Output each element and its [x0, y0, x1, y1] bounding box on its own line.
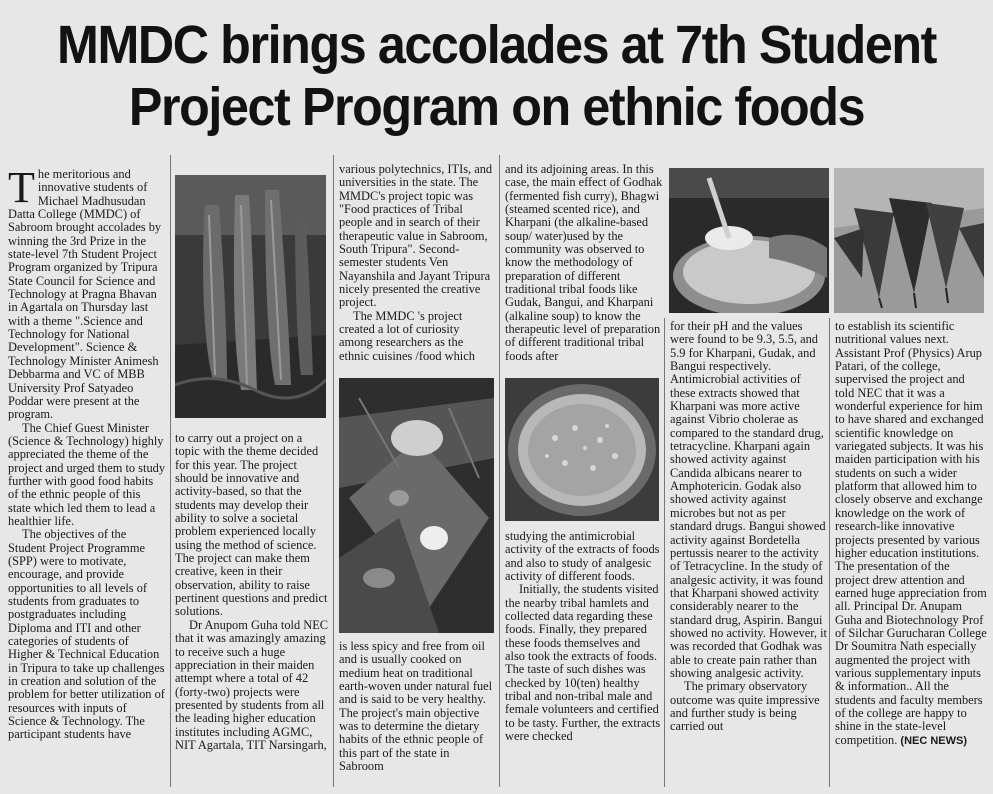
article-column-2: [175, 432, 329, 786]
rice-plate-photo: [505, 378, 659, 521]
article-column-6: [835, 320, 987, 790]
headline-line-1: MMDC brings accolades at 7th Student: [57, 15, 936, 75]
paragraph: studying the antimicrobial activity of the extracts of foods and also to study of analgesic activity of different foods.: [505, 530, 660, 584]
paragraph: Initially, the students visited the nearby tribal hamlets and collected data regarding these foods. Finally, they prepared these foods themselves and also took the extracts of foods. The taste of such dishes was checked by 10(ten) healthy tribal and non-tribal male and female volunteers and certified to be tasty. Further, the extracts were checked: [505, 582, 661, 744]
article-column-3-top: [339, 163, 496, 373]
paragraph: The primary observatory outcome was quite impressive and further study is being carried out: [670, 679, 820, 734]
bowl-photo: [669, 168, 829, 313]
column-rule: [333, 155, 334, 787]
leaf-platter-photo: [339, 378, 494, 633]
paragraph: The MMDC 's project created a lot of curiosity among researchers as the ethnic cuisines /food which: [339, 308, 475, 363]
bamboo-shoots-photo: [175, 175, 326, 418]
column-rule: [664, 318, 665, 787]
article-column-4-bottom: [505, 530, 663, 786]
paragraph: for their pH and the values were found to be 9.3, 5.5, and 5.9 for Kharpani, Gudak, and Bangui respectively. Antimicrobial activities of these extracts showed that Kharpani was more active against Vibrio cholerae as compared to the standard drug, tetracycline. Kharpani again showed activity against Candida albicans nearer to Amphotericin. Godak also showed activity against microbes but not as per standard drugs. Bangui showed activity against Bordetella pertussis nearer to the activity of Tetracycline. In the study of analgesic activity, it was found that Kharpani showed activity considerably nearer to the standard drug, Aspirin. Bangui showed no activity. However, it was recorded that Godhak was able to create pain rather than showing analgesic activity.: [670, 320, 827, 680]
paragraph: The Chief Guest Minister (Science & Technology) highly appreciated the theme of the project and urged them to study further with good food habits of the ethnic people of this state which led them to lead a healthier life.: [8, 420, 166, 528]
paragraph: to carry out a project on a topic with the theme decided for this year. The project should be innovative and activity-based, so that the students may develop their ability to solve a societal problem experienced locally using the method of science. The project can make them creative, keen in their observation, ability to raise pertinent questions and predict solutions.: [175, 432, 328, 619]
paragraph: Dr Anupom Guha told NEC that it was amazingly amazing to receive such a huge appreciation in their maiden attempt where a total of 42 (forty-two) projects were presented by students from all the leading higher education institutes including AGMC, NIT Agartala, TIT Narsingarh,: [175, 617, 329, 752]
column-rule: [829, 318, 830, 787]
news-credit: (NEC NEWS): [900, 734, 968, 747]
paragraph: to establish its scientific nutritional values next. Assistant Prof (Physics) Arup Patari, of the college, supervised the project and told NEC that it was a wonderful experience for him to have shared and exchanged scientific knowledge on variegated subjects. It was his maiden participation with his students on such a wider platform that allowed him to closely observe and exchange knowledge on the work of research-like innovative projects presented by various higher education institutions. The presentation of the project drew attention and earned huge appreciation from all. Principal Dr. Anupam Guha and Biotechnology Prof of Silchar Gurucharan College Dr Soumitra Nath especially augmented the project with various supplementary inputs & information.. All the students and faculty members of the college are happy to shine in the state-level competition.: [835, 320, 987, 747]
article-column-1: [8, 168, 166, 786]
article-column-3-bottom: [339, 640, 496, 786]
paragraph: is less spicy and free from oil and is usually cooked on medium heat on traditional earth-woven under natural fuel and is said to be very healthy. The project's main objective was to determine the dietary habits of the ethnic people of this part of the state in Sabroom: [339, 640, 493, 774]
paragraph: The objectives of the Student Project Programme (SPP) were to motivate, encourage, and provide opportunities to all levels of students from graduates to postgraduates including Diploma and ITI and other categories of students of Higher & Technical Education in Tripura to take up challenges in creation and solution of the problem for better utilization of resources with inputs of Science & Technology. The participant students have: [8, 527, 165, 742]
headline-line-2: Project Program on ethnic foods: [128, 77, 865, 137]
drop-cap: T: [8, 168, 35, 212]
lead-paragraph: he meritorious and innovative students of Michael Madhusudan Datta College (MMDC) of Sabroom brought accolades by winning the 3rd Prize in the state-level 7th Student Project Program organized by Tripura State Council for Science and Technology at Pragna Bhavan in Agartala on Thursday last with a theme ".Science and Technology for National Development". Science & Technology Minister Animesh Debbarma and VC of MBB University Prof Satyadeo Poddar were present at the program.: [8, 168, 162, 422]
paragraph: and its adjoining areas. In this case, the main effect of Godhak (fermented fish curry), Bhagwi (steamed scented rice), and Kharpani (the alkaline-based soup/ water)used by the community was observed to know the methodology of preparation of different traditional tribal foods like Gudak, Bangui, and Kharpani (alkaline soup) to know the therapeutic level of preparation of different traditional tribal foods after: [505, 163, 663, 363]
leaf-cones-photo: [834, 168, 984, 313]
paragraph: various polytechnics, ITIs, and universities in the state. The MMDC's project topic was "Food practices of Tribal people and in search of their therapeutic value in Sabroom, South Tripura". Second-semester students Ven Nayanshila and Jayant Tripura nicely presented the creative project.: [339, 163, 493, 310]
article-column-4-top: [505, 163, 663, 373]
headline: [35, 14, 958, 138]
column-rule: [499, 155, 500, 787]
article-column-5: [670, 320, 828, 786]
column-rule: [170, 155, 171, 787]
